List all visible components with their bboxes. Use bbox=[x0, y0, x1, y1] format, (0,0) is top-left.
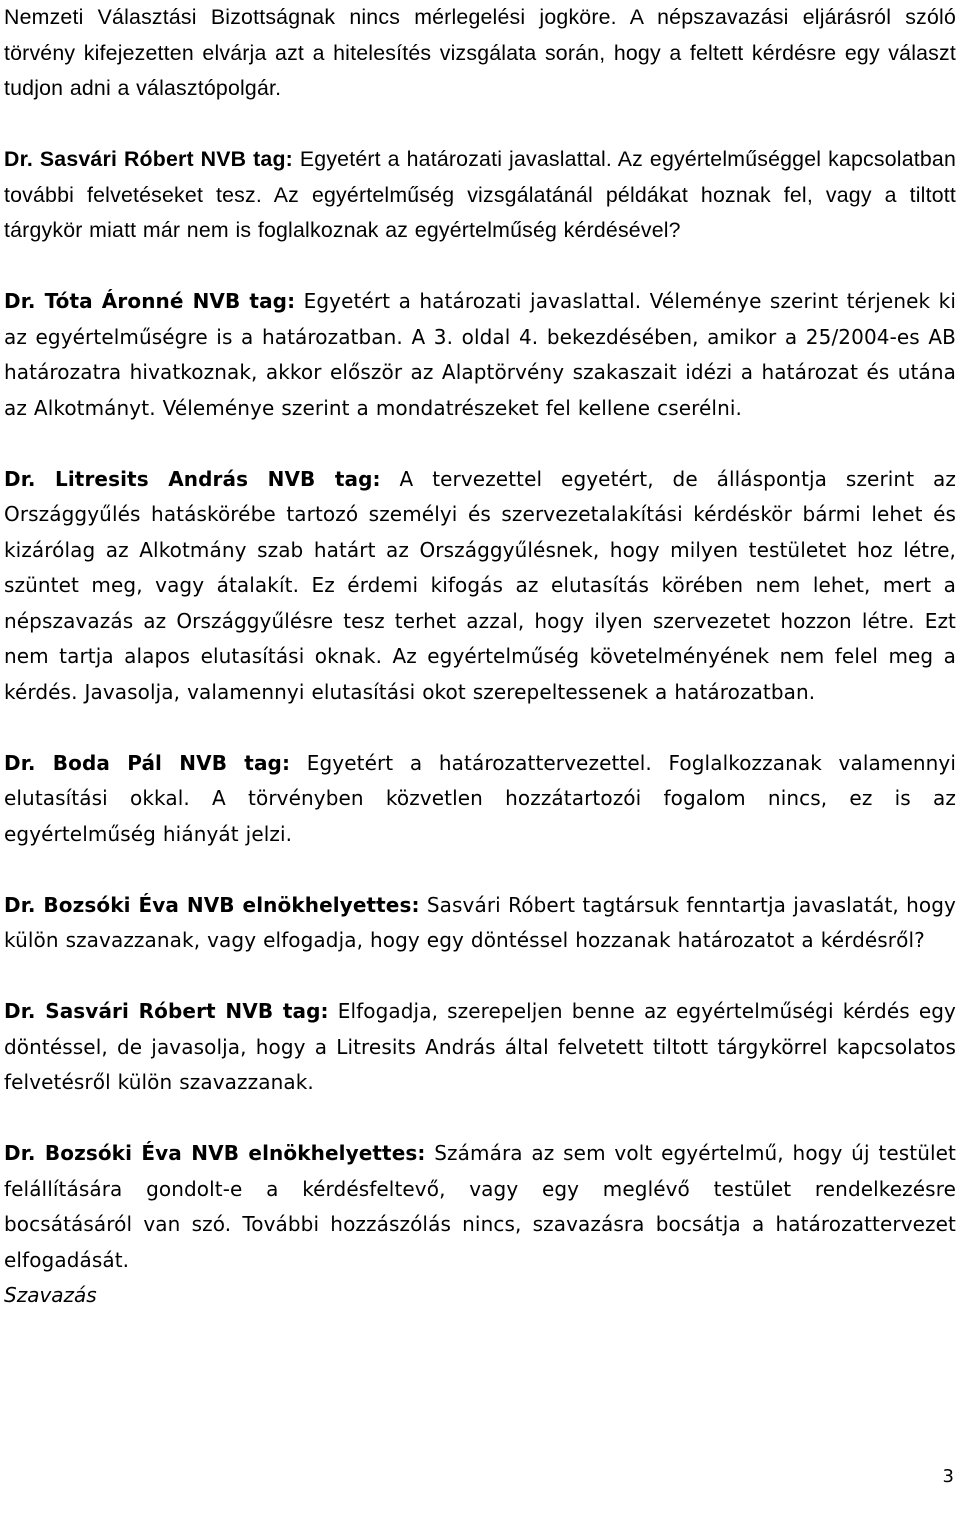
paragraph-text: A tervezettel egyetért, de álláspontja szerint az Országgyűlés hatáskörébe tartozó személyi és szervezetalakítási kérdéskör bármi lehet és kizárólag az Alkotmány szab határt az Országgyűlésnek, hogy milyen testületet hoz létre, szüntet meg, vagy átalakít. Ez érdemi kifogás az elutasítás körében nem lehet, mert a népszavazás az Országgyűlésre tesz terhet azzal, hogy ilyen szervezetet hozzon létre. Ezt nem tartja alapos elutasítási oknak. Az egyértelműség követelményének nem felel meg a kérdés. Javasolja, valamennyi elutasítási okot szerepeltessenek a határozatban. bbox=[4, 466, 956, 704]
page-number: 3 bbox=[942, 1466, 954, 1487]
paragraph-text: Egyetért a határozattervezettel. Foglalkozzanak valamennyi elutasítási okkal. A törvényben közvetlen hozzátartozói fogalom nincs, ez is az egyértelműség hiányát jelzi. bbox=[4, 750, 956, 846]
paragraph-litresits bbox=[4, 462, 956, 711]
paragraph-sasvari-2 bbox=[4, 994, 956, 1101]
paragraph-bozsoki-2 bbox=[4, 1136, 956, 1278]
speaker-name: Dr. Tóta Áronné NVB tag: bbox=[4, 289, 296, 313]
speaker-name: Dr. Sasvári Róbert NVB tag: bbox=[4, 147, 293, 171]
speaker-name: Dr. Litresits András NVB tag: bbox=[4, 466, 381, 491]
paragraph-text: Elfogadja, szerepeljen benne az egyértelműségi kérdés egy döntéssel, de javasolja, hogy a Litresits András által felvetett tiltott tárgykörrel kapcsolatos felvetésről külön szavazzanak. bbox=[4, 999, 956, 1094]
paragraph-sasvari-1 bbox=[4, 142, 956, 249]
speaker-name: Dr. Bozsóki Éva NVB elnökhelyettes: bbox=[4, 1141, 426, 1165]
paragraph-text: Egyetért a határozati javaslattal. Véleménye szerint térjenek ki az egyértelműségre is a határozatban. A 3. oldal 4. bekezdésében, amikor a 25/2004-es AB határozatra hivatkoznak, akkor először az Alaptörvény szakaszait idézi a határozat és utána az Alkotmányt. Véleménye szerint a mondatrészeket fel kellene cserélni. bbox=[4, 289, 956, 420]
paragraph-text: Sasvári Róbert tagtársuk fenntartja javaslatát, hogy külön szavazzanak, vagy elfogadja, hogy egy döntéssel hozzanak határozatot a kérdésről? bbox=[4, 892, 956, 952]
paragraph-tota bbox=[4, 284, 956, 426]
document-page bbox=[4, 0, 956, 1314]
paragraph-text: Nemzeti Választási Bizottságnak nincs mérlegelési jogköre. A népszavazási eljárásról szóló törvény kifejezetten elvárja azt a hitelesítés vizsgálata során, hogy a feltett kérdésre egy választ tudjon adni a választópolgár. bbox=[4, 5, 956, 100]
paragraph-intro bbox=[4, 0, 956, 107]
voting-heading: Szavazás bbox=[4, 1283, 97, 1307]
paragraph-text: Egyetért a határozati javaslattal. Az egyértelműséggel kapcsolatban további felvetéseket tesz. Az egyértelműség vizsgálatánál példákat hoznak fel, vagy a tiltott tárgykör miatt már nem is foglalkoznak az egyértelműség kérdésével? bbox=[4, 147, 956, 242]
speaker-name: Dr. Boda Pál NVB tag: bbox=[4, 750, 291, 775]
speaker-name: Dr. Bozsóki Éva NVB elnökhelyettes: bbox=[4, 892, 420, 917]
paragraph-bozsoki-1 bbox=[4, 888, 956, 959]
paragraph-text: Számára az sem volt egyértelmű, hogy új testület felállítására gondolt-e a kérdésfeltevő, vagy egy meglévő testület rendelkezésre bocsátásáról van szó. További hozzászólás nincs, szavazásra bocsátja a határozattervezet elfogadását. bbox=[4, 1141, 956, 1272]
speaker-name: Dr. Sasvári Róbert NVB tag: bbox=[4, 999, 329, 1023]
paragraph-boda bbox=[4, 746, 956, 853]
